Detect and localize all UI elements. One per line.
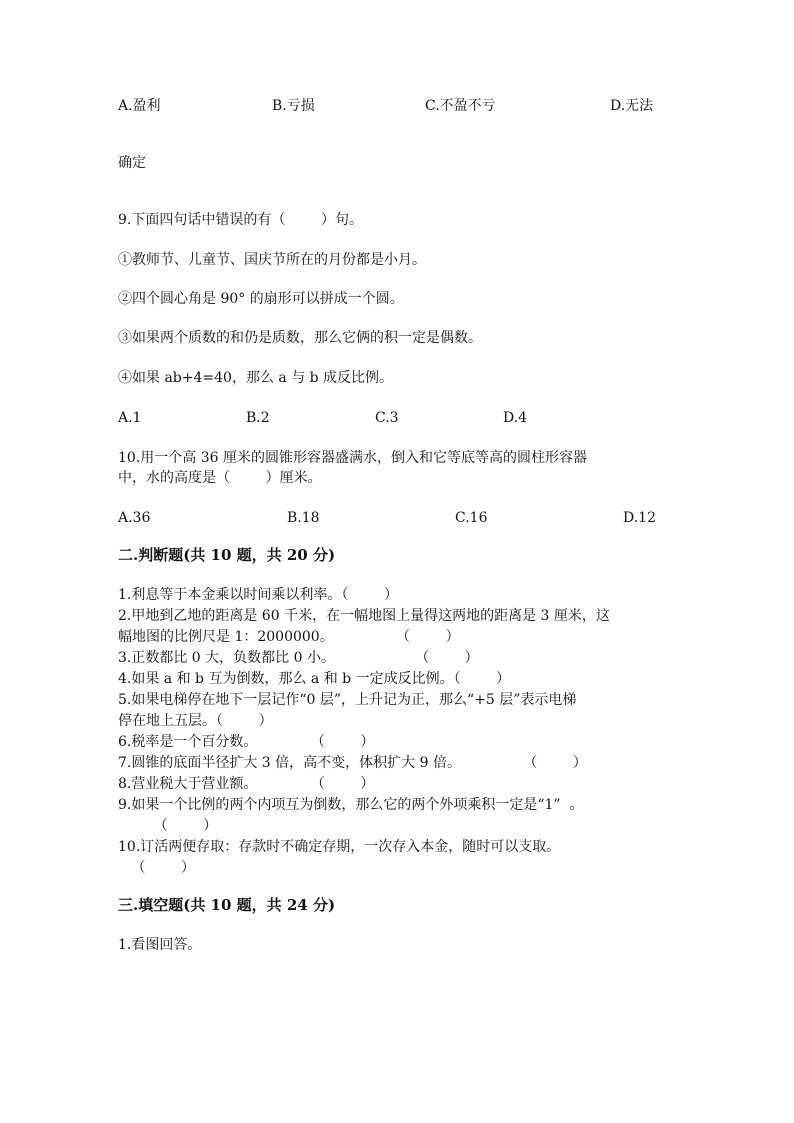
q10-option-a: A.36: [118, 510, 151, 526]
q10-option-b: B.18: [287, 510, 320, 526]
q9-statement-1: ①教师节、儿童节、国庆节所在的月份都是小月。: [118, 252, 426, 268]
section2-title: 二.判断题(共 10 题，共 20 分): [118, 546, 336, 564]
q8-option-c: C.不盈不亏: [425, 98, 496, 114]
q9-stem: 9.下面四句话中错误的有（ ）句。: [118, 212, 363, 228]
q10-option-d: D.12: [623, 510, 656, 526]
q8-option-a: A.盈利: [118, 98, 161, 114]
judge-line-4: 3.正数都比 0 大，负数都比 0 小。 （ ）: [118, 650, 479, 666]
q9-option-a: A.1: [118, 410, 142, 426]
q9-statement-2: ②四个圆心角是 90° 的扇形可以拼成一个圆。: [118, 291, 404, 307]
section3-title: 三.填空题(共 10 题，共 24 分): [118, 896, 336, 914]
judge-line-14: （ ）: [118, 860, 195, 876]
judge-line-11: 9.如果一个比例的两个内项互为倒数，那么它的两个外项乘积一定是“1” 。: [118, 797, 584, 813]
q8-option-b: B.亏损: [272, 98, 315, 114]
q8-option-d: D.无法: [610, 98, 654, 114]
judge-line-13: 10.订活两便存取：存款时不确定存期，一次存入本金，随时可以支取。: [118, 839, 561, 855]
judge-line-9: 7.圆锥的底面半径扩大 3 倍，高不变，体积扩大 9 倍。 （ ）: [118, 755, 587, 771]
judge-line-3: 幅地图的比例尺是 1：2000000。 （ ）: [118, 629, 460, 645]
q9-statement-3: ③如果两个质数的和仍是质数，那么它俩的积一定是偶数。: [118, 330, 482, 346]
judge-line-7: 停在地上五层。（ ）: [118, 713, 273, 729]
judge-line-8: 6.税率是一个百分数。 （ ）: [118, 734, 375, 750]
judge-line-6: 5.如果电梯停在地下一层记作“0 层”，上升记为正，那么“+5 层”表示电梯: [118, 692, 577, 708]
judge-line-12: （ ）: [118, 818, 218, 834]
fill-q1: 1.看图回答。: [118, 937, 202, 953]
q10-stem-line1: 10.用一个高 36 厘米的圆锥形容器盛满水，倒入和它等底等高的圆柱形容器: [118, 450, 587, 466]
q8-option-d-continuation: 确定: [118, 155, 146, 171]
q9-option-b: B.2: [246, 410, 270, 426]
q10-option-c: C.16: [455, 510, 488, 526]
judge-line-2: 2.甲地到乙地的距离是 60 千米，在一幅地图上量得这两地的距离是 3 厘米，这: [118, 608, 610, 624]
q9-statement-4: ④如果 ab+4=40，那么 a 与 b 成反比例。: [118, 370, 394, 386]
judge-line-1: 1.利息等于本金乘以时间乘以利率。（ ）: [118, 587, 398, 603]
judge-line-10: 8.营业税大于营业额。 （ ）: [118, 776, 375, 792]
q9-option-d: D.4: [503, 410, 528, 426]
judge-line-5: 4.如果 a 和 b 互为倒数，那么 a 和 b 一定成反比例。（ ）: [118, 671, 511, 687]
q10-stem-line2: 中，水的高度是（ ）厘米。: [118, 470, 322, 486]
q9-option-c: C.3: [375, 410, 399, 426]
